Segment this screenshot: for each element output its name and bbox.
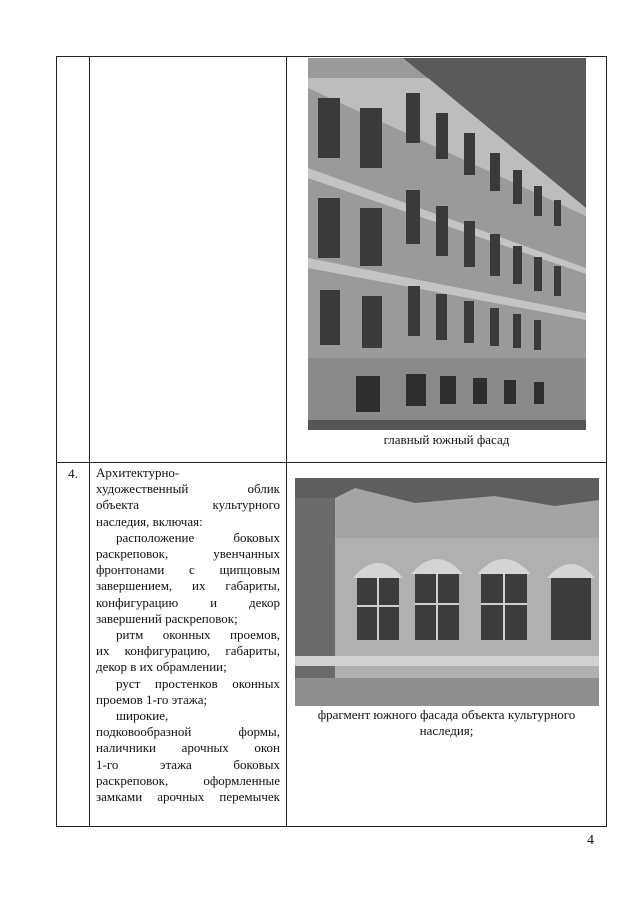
row-number (57, 57, 90, 463)
building-facade-photo (308, 58, 586, 430)
photo-cell (287, 463, 607, 827)
description-line: их конфигурацию, габариты, (96, 643, 280, 659)
photo-caption: главный южный фасад (383, 432, 510, 447)
description-line: раскреповок, увенчанных (96, 546, 280, 562)
description-line: раскреповок, оформленные (96, 772, 280, 788)
description-line: 1-го этажа боковых (96, 756, 280, 772)
photo-cell (287, 57, 607, 463)
description-line: ритм оконных проемов, (116, 627, 280, 643)
description-line: расположение боковых (116, 529, 280, 545)
description-line: завершений раскреповок; (96, 610, 238, 626)
description-line: объекта культурного (96, 497, 280, 513)
description-line: руст простенков оконных (116, 675, 280, 691)
photo-caption: фрагмент южного фасада объекта культурного наследия; (317, 707, 576, 738)
description-line: наследия, включая: (96, 513, 203, 529)
description-line: завершением, их габариты, (96, 578, 280, 594)
description-line: Архитектурно- (96, 465, 180, 480)
description-line: замками арочных перемычек (96, 789, 280, 805)
description-cell (90, 57, 287, 463)
description-cell (90, 463, 287, 827)
heritage-table (56, 56, 607, 827)
row-number: 4. (57, 463, 90, 827)
facade-fragment-photo (295, 478, 599, 706)
description-line: проемов 1-го этажа; (96, 691, 208, 707)
description-line: наличники арочных окон (96, 740, 280, 756)
page-number: 4 (587, 833, 594, 848)
description-line: конфигурацию и декор (96, 594, 280, 610)
description-line: художественный облик (96, 481, 280, 497)
description-line: широкие, (116, 708, 169, 724)
description-line: подковообразной формы, (96, 724, 280, 740)
description-text (96, 465, 280, 805)
table-row (57, 463, 607, 827)
table-row (57, 57, 607, 463)
description-line: фронтонами с щипцовым (96, 562, 280, 578)
description-line: декор в их обрамлении; (96, 659, 227, 675)
